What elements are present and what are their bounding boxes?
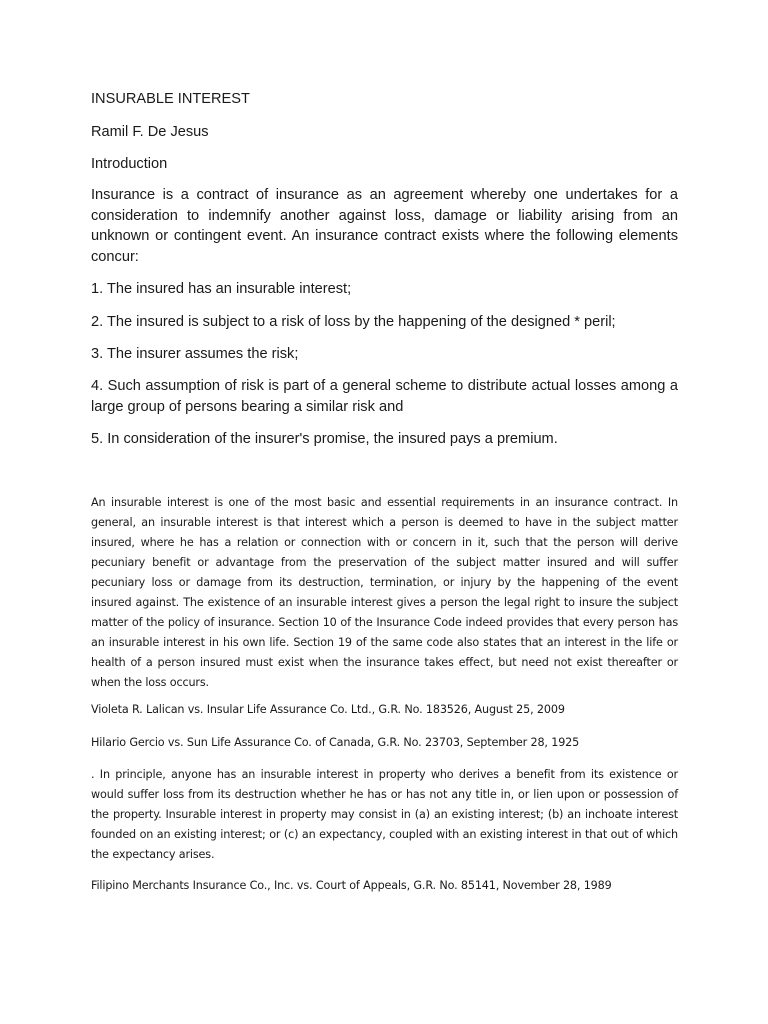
author-name: Ramil F. De Jesus: [91, 124, 209, 140]
element-item-4: 4. Such assumption of risk is part of a general scheme to distribute actual losses among a large group of persons bearing a similar risk and: [91, 378, 678, 415]
citation-gercio: Hilario Gercio vs. Sun Life Assurance Co. of Canada, G.R. No. 23703, September 28, 1925: [91, 736, 580, 749]
element-item-5: 5. In consideration of the insurer's promise, the insured pays a premium.: [91, 431, 558, 447]
property-paragraph: . In principle, anyone has an insurable interest in property who derives a benefit from its existence or would suffer loss from its destruction whether he has or has not any title in, or lien upon or possession of the property. Insurable interest in property may consist in (a) an existing interest; (b) an inchoate interest founded on an existing interest; or (c) an expectancy, coupled with an existing interest in that out of which the expectancy arises.: [91, 768, 678, 861]
intro-paragraph: Insurance is a contract of insurance as an agreement whereby one undertakes for a consideration to indemnify another against loss, damage or liability arising from an unknown or contingent event. An insurance contract exists where the following elements concur:: [91, 187, 678, 265]
element-item-3: 3. The insurer assumes the risk;: [91, 346, 299, 362]
element-item-2: 2. The insured is subject to a risk of loss by the happening of the designed * peril;: [91, 314, 616, 330]
element-item-1: 1. The insured has an insurable interest;: [91, 281, 352, 297]
citation-lalican: Violeta R. Lalican vs. Insular Life Assurance Co. Ltd., G.R. No. 183526, August 25, 2009: [91, 703, 565, 716]
insurable-interest-paragraph: An insurable interest is one of the most basic and essential requirements in an insurance contract. In general, an insurable interest is that interest which a person is deemed to have in the subject matter insured, where he has a relation or connection with or concern in it, such that the person will derive pecuniary benefit or advantage from the preservation of the subject matter insured and will suffer pecuniary loss or damage from its destruction, termination, or injury by the happening of the event insured against. The existence of an insurable interest gives a person the legal right to insure the subject matter of the policy of insurance. Section 10 of the Insurance Code indeed provides that every person has an insurable interest in his own life. Section 19 of the same code also states that an interest in the life or health of a person insured must exist when the insurance takes effect, but need not exist thereafter or when the loss occurs.: [91, 496, 678, 689]
citation-filipino-merchants: Filipino Merchants Insurance Co., Inc. vs. Court of Appeals, G.R. No. 85141, November 28, 1989: [91, 879, 612, 892]
section-heading: Introduction: [91, 156, 168, 172]
document-page: [91, 0, 678, 1024]
document-title: INSURABLE INTEREST: [91, 91, 250, 107]
